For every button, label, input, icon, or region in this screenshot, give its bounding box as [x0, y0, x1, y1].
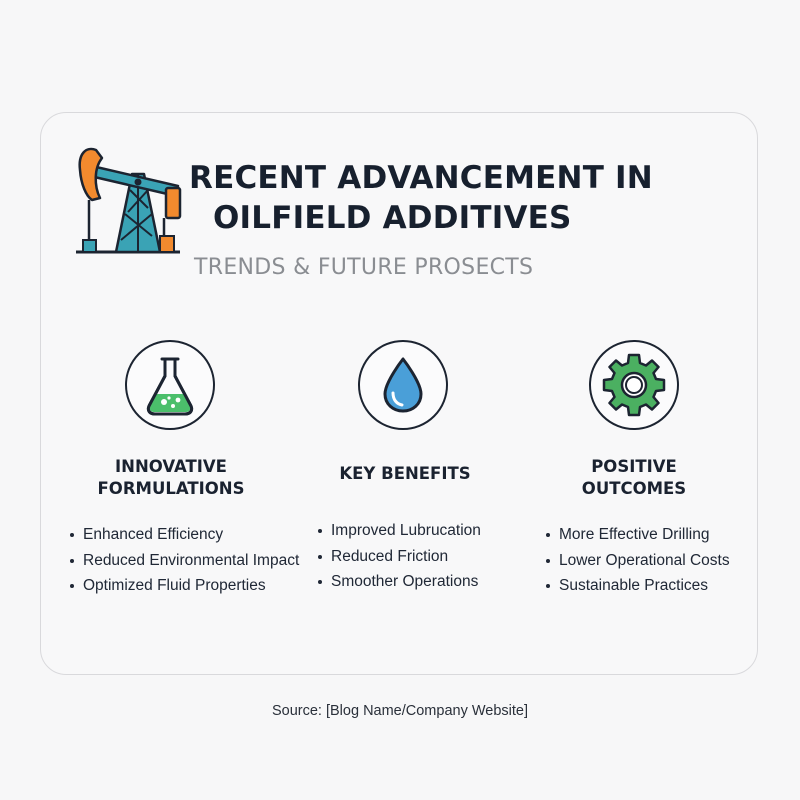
list-item: Optimized Fluid Properties [70, 573, 299, 599]
list-item: Improved Lubrucation [318, 518, 481, 544]
list-item: Lower Operational Costs [546, 548, 730, 574]
source-caption: Source: [Blog Name/Company Website] [271, 703, 528, 719]
heading-line-1: KEY BENEFITS [339, 464, 471, 483]
oil-pump-icon [72, 140, 184, 258]
bullet-list-innovative-formulations [70, 522, 299, 599]
icon-circle [589, 340, 679, 430]
column-key-benefits-icon-wrap [358, 340, 448, 430]
bullet-list-positive-outcomes [546, 522, 730, 599]
list-item: Reduced Friction [318, 544, 481, 570]
list-item: Reduced Environmental Impact [70, 548, 299, 574]
page-title [189, 158, 653, 238]
heading-line-1: POSITIVE [591, 457, 677, 476]
column-innovative-formulations-icon-wrap [125, 340, 215, 430]
column-positive-outcomes-icon-wrap [589, 340, 679, 430]
icon-circle [125, 340, 215, 430]
page-subtitle: TRENDS & FUTURE PROSECTS [194, 255, 534, 280]
icon-circle [358, 340, 448, 430]
list-item: Sustainable Practices [546, 573, 730, 599]
heading-key-benefits [325, 463, 485, 485]
water-drop-icon [381, 356, 425, 414]
heading-line-2: OUTCOMES [581, 479, 687, 498]
heading-innovative-formulations [96, 456, 246, 500]
flask-icon [140, 354, 200, 416]
heading-positive-outcomes [559, 456, 709, 500]
list-item: Enhanced Efficiency [70, 522, 299, 548]
gear-icon [602, 353, 666, 417]
title-line-2: OILFIELD ADDITIVES [213, 200, 572, 236]
heading-line-1: INNOVATIVE [115, 457, 227, 476]
heading-line-2: FORMULATIONS [97, 479, 245, 498]
title-line-1: RECENT ADVANCEMENT IN [189, 160, 653, 196]
bullet-list-key-benefits [318, 518, 481, 595]
list-item: Smoother Operations [318, 569, 481, 595]
list-item: More Effective Drilling [546, 522, 730, 548]
